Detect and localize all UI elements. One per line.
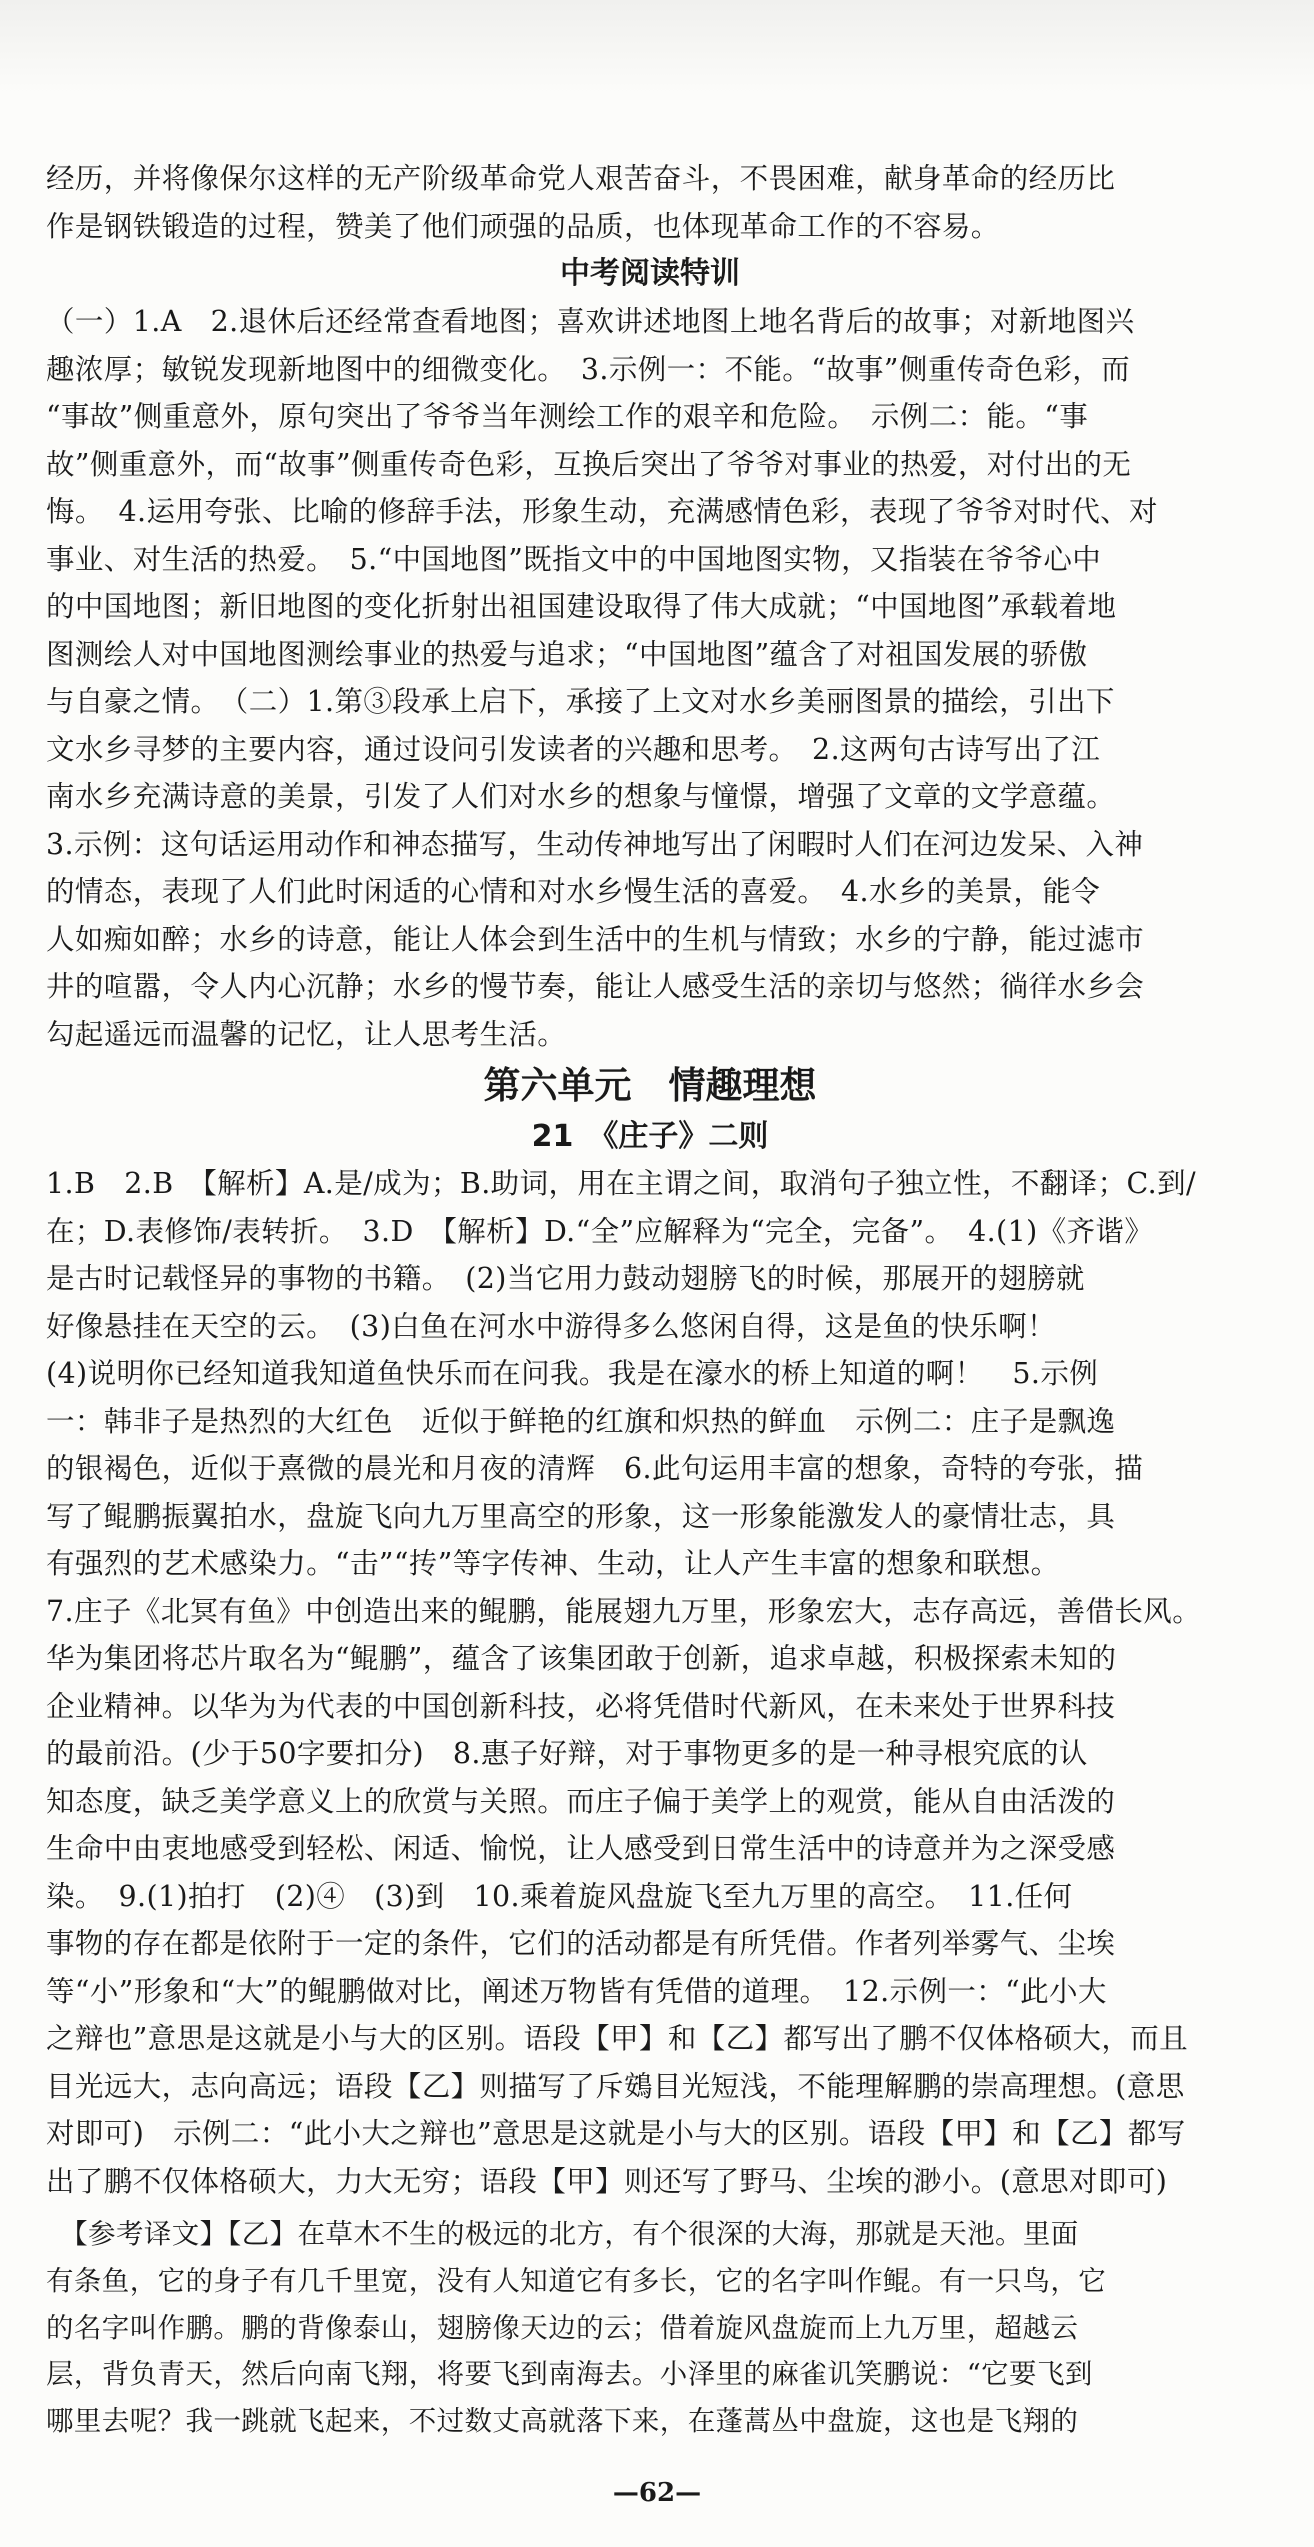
text-line: 层，背负青天，然后向南飞翔，将要飞到南海去。小泽里的麻雀讥笑鹏说：“它要飞到: [46, 2358, 1093, 2391]
text-line: 7.庄子《北冥有鱼》中创造出来的鲲鹏，能展翅九万里，形象宏大，志存高远，善借长风。: [46, 1594, 1202, 1628]
text-line: 趣浓厚；敏锐发现新地图中的细微变化。 3.示例一：不能。“故事”侧重传奇色彩，而: [46, 352, 1131, 386]
text-line: 一：韩非子是热烈的大红色 近似于鲜艳的红旗和炽热的鲜血 示例二：庄子是飘逸: [46, 1404, 1116, 1438]
text-line: 经历，并将像保尔这样的无产阶级革命党人艰苦奋斗，不畏困难，献身革命的经历比: [46, 162, 1116, 195]
text-line: 文水乡寻梦的主要内容，通过设问引发读者的兴趣和思考。 2.这两句古诗写出了江: [46, 732, 1101, 766]
text-line: 有条鱼，它的身子有几千里宽，没有人知道它有多长，它的名字叫作鲲。有一只鸟，它: [46, 2264, 1107, 2297]
text-line: 的名字叫作鹏。鹏的背像泰山，翅膀像天边的云；借着旋风盘旋而上九万里，超越云: [46, 2311, 1079, 2344]
section-heading: 中考阅读特训: [560, 256, 740, 291]
text-line: 事业、对生活的热爱。 5.“中国地图”既指文中的中国地图实物，又指装在爷爷心中: [46, 542, 1102, 576]
unit-heading: 第六单元 情趣理想: [483, 1064, 817, 1107]
text-line: 在；D.表修饰/表转折。 3.D 【解析】D.“全”应解释为“完全，完备”。 4.(1)《齐谐》: [46, 1214, 1154, 1248]
text-line: “事故”侧重意外，原句突出了爷爷当年测绘工作的艰辛和危险。 示例二：能。“事: [46, 400, 1089, 433]
reference-translation: [46, 2211, 1254, 2445]
text-line: 哪里去呢？我一跳就飞起来，不过数丈高就落下来，在蓬蒿丛中盘旋，这也是飞翔的: [46, 2405, 1079, 2438]
text-line: 勾起遥远而温馨的记忆，让人思考生活。: [46, 1017, 567, 1051]
text-line: 写了鲲鹏振翼拍水，盘旋飞向九万里高空的形象，这一形象能激发人的豪情壮志，具: [46, 1499, 1116, 1533]
text-line: 图测绘人对中国地图测绘事业的热爱与追求；“中国地图”蕴含了对祖国发展的骄傲: [46, 637, 1088, 671]
reading-answers: [46, 298, 1254, 1058]
text-line: 故”侧重意外，而“故事”侧重传奇色彩，互换后突出了爷爷对事业的热爱，对付出的无: [46, 447, 1132, 481]
text-line: 人如痴如醉；水乡的诗意，能让人体会到生活中的生机与情致；水乡的宁静，能过滤市: [46, 922, 1145, 956]
text-line: 等“小”形象和“大”的鲲鹏做对比，阐述万物皆有凭借的道理。 12.示例一：“此小大: [46, 1974, 1107, 2008]
text-line: 出了鹏不仅体格硕大，力大无穷；语段【甲】则还写了野马、尘埃的渺小。(意思对即可): [46, 2164, 1168, 2198]
text-line: 事物的存在都是依附于一定的条件，它们的活动都是有所凭借。作者列举雾气、尘埃: [46, 1927, 1116, 1960]
text-line: 的情态，表现了人们此时闲适的心情和对水乡慢生活的喜爱。 4.水乡的美景，能令: [46, 875, 1101, 908]
text-line: 有强烈的艺术感染力。“击”“抟”等字传神、生动，让人产生丰富的想象和联想。: [46, 1547, 1060, 1580]
text-line: 1.B 2.B 【解析】A.是/成为；B.助词，用在主谓之间，取消句子独立性，不翻译；C.到/: [46, 1167, 1197, 1200]
text-line: 对即可) 示例二：“此小大之辩也”意思是这就是小与大的区别。语段【甲】和【乙】都写: [46, 2117, 1186, 2150]
page-number: —62—: [612, 2478, 702, 2508]
text-line: 染。 9.(1)拍打 (2)④ (3)到 10.乘着旋风盘旋飞至九万里的高空。 11.任何: [46, 1879, 1073, 1913]
text-line: 的最前沿。(少于50字要扣分) 8.惠子好辩，对于事物更多的是一种寻根究底的认: [46, 1737, 1088, 1770]
text-line: (4)说明你已经知道我知道鱼快乐而在问我。我是在濠水的桥上知道的啊！ 5.示例: [46, 1357, 1099, 1390]
intro-paragraph: [46, 155, 1254, 250]
text-line: 目光远大，志向高远；语段【乙】则描写了斥鴳目光短浅，不能理解鹏的崇高理想。(意思: [46, 2069, 1185, 2103]
top-margin: [0, 0, 1314, 95]
text-line: 井的喧嚣，令人内心沉静；水乡的慢节奏，能让人感受生活的亲切与悠然；徜徉水乡会: [46, 970, 1145, 1003]
text-line: 之辩也”意思是这就是小与大的区别。语段【甲】和【乙】都写出了鹏不仅体格硕大，而且: [46, 2022, 1189, 2055]
text-line: 悔。 4.运用夸张、比喻的修辞手法，形象生动，充满感情色彩，表现了爷爷对时代、对: [46, 495, 1158, 528]
text-line: 【参考译文】【乙】在草木不生的极远的北方，有个很深的大海，那就是天池。里面: [46, 2218, 1079, 2250]
text-line: 3.示例：这句话运用动作和神态描写，生动传神地写出了闲暇时人们在河边发呆、入神: [46, 827, 1144, 861]
lesson-answers: [46, 1160, 1254, 2205]
text-line: 知态度，缺乏美学意义上的欣赏与关照。而庄子偏于美学上的观赏，能从自由活泼的: [46, 1784, 1116, 1818]
text-line: 的中国地图；新旧地图的变化折射出祖国建设取得了伟大成就；“中国地图”承载着地: [46, 590, 1117, 623]
text-line: 作是钢铁锻造的过程，赞美了他们顽强的品质，也体现革命工作的不容易。: [46, 209, 1000, 243]
text-line: 好像悬挂在天空的云。 (3)白鱼在河水中游得多么悠闲自得，这是鱼的快乐啊！: [46, 1309, 1056, 1343]
text-line: 企业精神。以华为为代表的中国创新科技，必将凭借时代新风，在未来处于世界科技: [46, 1689, 1116, 1723]
text-line: 与自豪之情。 （二）1.第③段承上启下，承接了上文对水乡美丽图景的描绘，引出下: [46, 685, 1115, 718]
lesson-heading: 21 《庄子》二则: [531, 1119, 769, 1154]
text-line: 的银褐色，近似于熹微的晨光和月夜的清辉 6.此句运用丰富的想象，奇特的夸张，描: [46, 1452, 1144, 1485]
text-line: （一）1.A 2.退休后还经常查看地图；喜欢讲述地图上地名背后的故事；对新地图兴: [46, 305, 1135, 338]
text-line: 华为集团将芯片取名为“鲲鹏”，蕴含了该集团敢于创新，追求卓越，积极探索未知的: [46, 1642, 1117, 1675]
text-line: 生命中由衷地感受到轻松、闲适、愉悦，让人感受到日常生活中的诗意并为之深受感: [46, 1832, 1116, 1865]
text-line: 南水乡充满诗意的美景，引发了人们对水乡的想象与憧憬，增强了文章的文学意蕴。: [46, 780, 1116, 813]
text-line: 是古时记载怪异的事物的书籍。 (2)当它用力鼓动翅膀飞的时候，那展开的翅膀就: [46, 1262, 1085, 1295]
